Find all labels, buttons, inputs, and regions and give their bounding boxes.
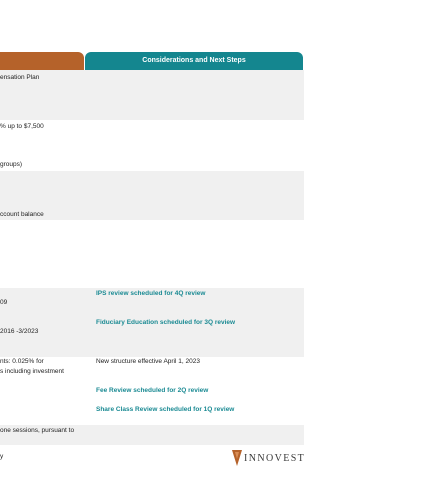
left-cell-text: 2016 -3/2023 — [0, 328, 39, 335]
left-cell-text: nts: 0.025% for — [0, 358, 44, 365]
next-step-ips-review: IPS review scheduled for 4Q review — [96, 290, 206, 297]
next-step-fiduciary-education: Fiduciary Education scheduled for 3Q review — [96, 319, 236, 326]
left-cell-text: y — [0, 453, 4, 460]
innovest-chevron-logo-icon — [232, 450, 242, 466]
considerations-header: Considerations and Next Steps — [85, 52, 303, 70]
left-cell-text: 09 — [0, 299, 8, 306]
left-cell-text: % up to $7,500 — [0, 123, 44, 130]
left-cell-text: groups) — [0, 161, 23, 168]
innovest-logo — [232, 450, 305, 466]
next-step-share-class-review: Share Class Review scheduled for 1Q review — [96, 406, 235, 413]
left-column-header-bar — [0, 52, 84, 70]
next-step-new-structure: New structure effective April 1, 2023 — [96, 358, 200, 365]
row-band — [0, 70, 304, 120]
row-band — [0, 171, 304, 220]
left-cell-text: ensation Plan — [0, 74, 40, 81]
left-cell-text: one sessions, pursuant to — [0, 427, 75, 434]
left-cell-text: s including investment — [0, 368, 64, 375]
logo-text: INNOVEST — [244, 452, 306, 464]
left-cell-text: ccount balance — [0, 211, 44, 218]
next-step-fee-review: Fee Review scheduled for 2Q review — [96, 387, 209, 394]
